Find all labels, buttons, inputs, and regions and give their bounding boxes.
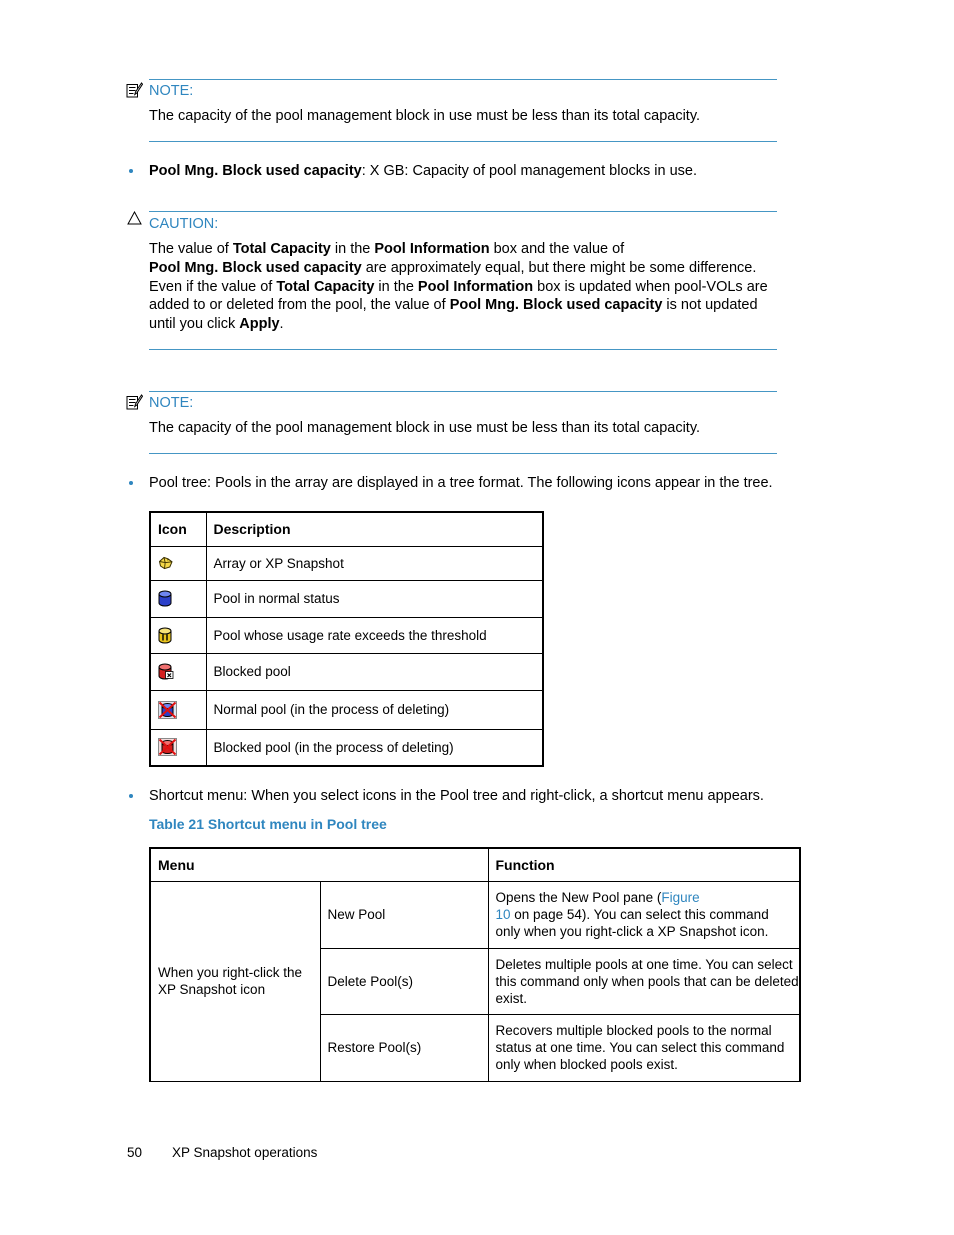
note-label: NOTE:	[149, 395, 194, 411]
caution-line	[149, 240, 768, 259]
icon-column-header: Icon	[150, 512, 206, 546]
bullet-icon	[129, 481, 133, 485]
term-pool-mng-block-used-capacity: Pool Mng. Block used capacity	[149, 259, 362, 276]
caution-text-segment: in the	[330, 241, 375, 257]
figure-link[interactable]: 10	[495, 907, 511, 922]
term-total-capacity: Total Capacity	[276, 278, 375, 295]
context-line: When you right-click the	[158, 965, 303, 980]
function-line	[496, 889, 796, 906]
table-row	[150, 580, 543, 617]
menu-item-delete-pools: Delete Pool(s)	[320, 948, 488, 1014]
caution-text-segment: in the	[374, 278, 418, 295]
menu-column-header: Menu	[150, 848, 488, 881]
pool-tree-icon-table	[149, 511, 544, 767]
bullet-text: Pool tree: Pools in the array are displayed in a tree format. The following icons appear in the tree.	[149, 475, 773, 491]
context-cell	[150, 881, 320, 1081]
xp-snapshot-array-icon	[158, 556, 174, 570]
bullet-text: Shortcut menu: When you select icons in the Pool tree and right-click, a shortcut menu appears.	[149, 788, 764, 804]
bullet-icon	[129, 169, 133, 173]
note-bottom-divider	[149, 141, 777, 142]
pool-blocked-deleting-icon	[158, 738, 177, 756]
context-line: XP Snapshot icon	[158, 982, 266, 997]
description-cell: Pool whose usage rate exceeds the threshold	[206, 617, 543, 653]
function-cell	[488, 1014, 800, 1081]
icon-cell	[150, 729, 206, 766]
description-cell: Array or XP Snapshot	[206, 546, 543, 580]
description-cell: Normal pool (in the process of deleting)	[206, 690, 543, 729]
term-total-capacity: Total Capacity	[232, 241, 331, 257]
note-top-divider	[149, 79, 777, 80]
caution-line	[149, 315, 768, 334]
description-column-header: Description	[206, 512, 543, 546]
caution-top-divider	[149, 211, 777, 212]
caution-label: CAUTION:	[149, 216, 219, 232]
term-apply: Apply	[239, 316, 280, 332]
note-icon	[126, 82, 143, 98]
function-text: Opens the New Pool pane (	[495, 890, 662, 905]
caution-line	[149, 296, 768, 315]
note-text: The capacity of the pool management block in use must be less than its total capacity.	[149, 420, 701, 436]
caution-text-segment: added to or deleted from the pool, the value of	[149, 297, 450, 314]
note-top-divider	[149, 391, 777, 392]
caution-bottom-divider	[149, 349, 777, 350]
icon-cell	[150, 580, 206, 617]
table-row	[150, 881, 800, 948]
caution-text-segment: are approximately equal, but there might be some difference.	[361, 259, 757, 276]
caution-text-segment: .	[279, 316, 284, 332]
page-number: 50	[127, 1145, 143, 1160]
bullet-item	[149, 162, 697, 180]
caution-text-segment: box and the value of	[489, 241, 625, 257]
caution-text-segment: until you click	[149, 316, 240, 332]
icon-cell	[150, 617, 206, 653]
term-pool-information: Pool Information	[417, 278, 534, 295]
function-line: exist.	[495, 990, 528, 1006]
term-pool-mng-block-used-capacity: Pool Mng. Block used capacity	[449, 297, 663, 314]
description-cell: Blocked pool	[206, 653, 543, 690]
function-text: only when you right-click a XP Snapshot icon.	[495, 924, 769, 939]
function-cell	[488, 948, 800, 1014]
pool-threshold-exceeded-icon	[158, 627, 172, 644]
caution-line	[149, 259, 768, 278]
table-row	[150, 690, 543, 729]
table-row	[150, 617, 543, 653]
term-pool-information: Pool Information	[374, 241, 490, 257]
caution-text-segment: is not updated	[662, 297, 758, 314]
shortcut-menu-table	[149, 847, 801, 1082]
description-cell: Blocked pool (in the process of deleting)	[206, 729, 543, 766]
function-line	[496, 906, 796, 923]
caution-text	[149, 240, 768, 334]
function-text: on page 54). You can select this command	[510, 907, 769, 922]
table-caption: Table 21 Shortcut menu in Pool tree	[149, 816, 387, 832]
caution-text-segment: box is updated when pool-VOLs are	[533, 278, 768, 295]
note-text: The capacity of the pool management block in use must be less than its total capacity.	[149, 108, 701, 124]
table-row	[150, 546, 543, 580]
table-header-row	[150, 848, 800, 881]
note-icon	[126, 394, 143, 410]
icon-cell	[150, 546, 206, 580]
function-line: Deletes multiple pools at one time. You can select	[495, 956, 793, 972]
note-bottom-divider	[149, 453, 777, 454]
menu-item-restore-pools: Restore Pool(s)	[320, 1014, 488, 1081]
function-line	[496, 923, 796, 940]
figure-link[interactable]: Figure	[661, 890, 700, 905]
pool-normal-deleting-icon	[158, 701, 177, 719]
menu-item-new-pool: New Pool	[320, 881, 488, 948]
footer-section-title: XP Snapshot operations	[172, 1145, 318, 1160]
note-label: NOTE:	[149, 83, 194, 99]
caution-icon	[127, 211, 142, 225]
caution-text-segment: The value of	[149, 241, 233, 257]
bullet-item	[149, 787, 764, 805]
table-row	[150, 653, 543, 690]
icon-cell	[150, 690, 206, 729]
function-cell	[488, 881, 800, 948]
icon-cell	[150, 653, 206, 690]
function-line: status at one time. You can select this command	[495, 1040, 785, 1055]
bullet-icon	[129, 794, 133, 798]
bullet-text: : X GB: Capacity of pool management blocks in use.	[361, 163, 698, 179]
term-pool-mng-block-used-capacity: Pool Mng. Block used capacity	[149, 163, 362, 179]
caution-line	[149, 278, 768, 297]
pool-normal-icon	[158, 590, 172, 607]
bullet-item	[149, 474, 773, 492]
function-column-header: Function	[488, 848, 800, 881]
function-line: this command only when pools that can be deleted	[495, 973, 799, 989]
table-row	[150, 729, 543, 766]
function-line: only when blocked pools exist.	[495, 1057, 678, 1072]
caution-text-segment: Even if the value of	[149, 278, 277, 295]
pool-blocked-icon	[158, 663, 174, 680]
description-cell: Pool in normal status	[206, 580, 543, 617]
table-header-row	[150, 512, 543, 546]
function-line: Recovers multiple blocked pools to the normal	[495, 1023, 772, 1038]
